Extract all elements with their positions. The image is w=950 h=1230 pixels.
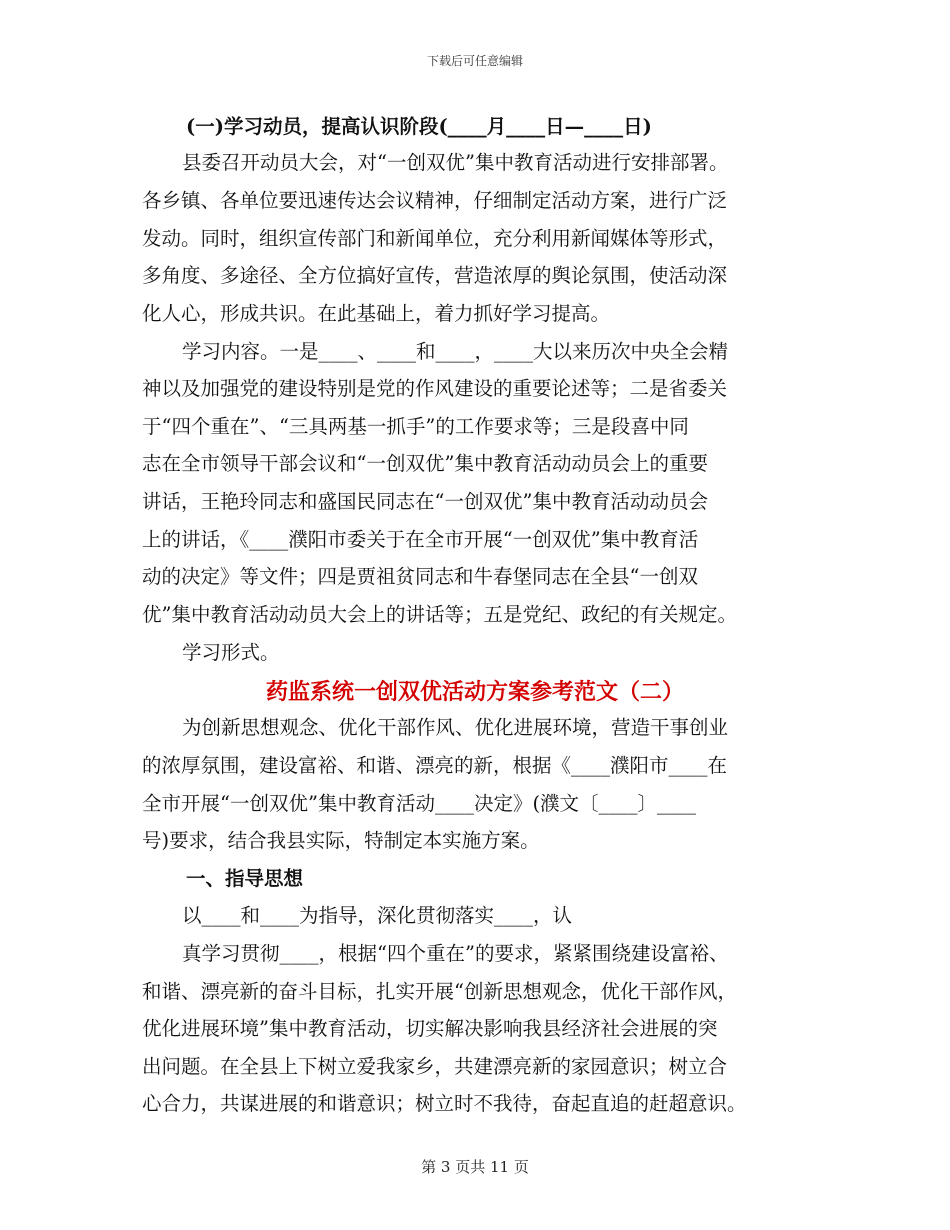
- paragraph-line: 学习内容。一是____、____和____，____大以来历次中央全会精: [182, 340, 729, 363]
- paragraph-line: 真学习贯彻____，根据“四个重在”的要求，紧紧围绕建设富裕、: [182, 942, 729, 965]
- paragraph-line: 多角度、多途径、全方位搞好宣传，营造浓厚的舆论氛围，使活动深: [142, 264, 728, 287]
- paragraph-line: 优化进展环境”集中教育活动，切实解决影响我县经济社会进展的突: [142, 1017, 718, 1040]
- paragraph-line: 上的讲话，《____濮阳市委关于在全市开展“一创双优”集中教育活: [142, 528, 699, 551]
- paragraph-line: 号)要求，结合我县实际，特制定本实施方案。: [142, 829, 540, 852]
- red-section-title: 药监系统一创双优活动方案参考范文（二）: [265, 679, 684, 705]
- paragraph-line: 和谐、漂亮新的奋斗目标，扎实开展“创新思想观念，优化干部作风，: [142, 980, 737, 1003]
- page-header: 下载后可任意编辑: [426, 54, 523, 68]
- paragraph-line: 出问题。在全县上下树立爱我家乡，共建漂亮新的家园意识；树立合: [142, 1055, 728, 1078]
- paragraph-line: 化人心，形成共识。在此基础上，着力抓好学习提高。: [142, 302, 611, 325]
- paragraph-line: 各乡镇、各单位要迅速传达会议精神，仔细制定活动方案，进行广泛: [142, 189, 728, 212]
- heading-guiding-ideology: 一、指导思想: [186, 867, 304, 890]
- paragraph-line: 优”集中教育活动动员大会上的讲话等；五是党纪、政纪的有关规定。: [142, 603, 737, 626]
- paragraph-line: 讲话，王艳玲同志和盛国民同志在“一创双优”集中教育活动动员会: [142, 490, 708, 513]
- paragraph-line: 以____和____为指导，深化贯彻落实____，认: [182, 904, 573, 927]
- paragraph-line: 全市开展“一创双优”集中教育活动____决定》(濮文〔____〕____: [142, 792, 697, 815]
- paragraph-line: 动的决定》等文件；四是贾祖贫同志和牛春堡同志在全县“一创双: [142, 565, 698, 588]
- paragraph-line: 为创新思想观念、优化干部作风、优化进展环境，营造干事创业: [182, 716, 729, 739]
- paragraph-line: 的浓厚氛围，建设富裕、和谐、漂亮的新，根据《____濮阳市____在: [142, 754, 728, 777]
- page-footer: 第 3 页共 11 页: [421, 1158, 529, 1176]
- paragraph-line: 志在全市领导干部会议和“一创双优”集中教育活动动员会上的重要: [142, 452, 708, 475]
- paragraph-line: 于“四个重在”、“三具两基一抓手”的工作要求等；三是段喜中同: [142, 415, 689, 438]
- section-title: (一)学习动员，提高认识阶段(____月____日—____日): [186, 115, 652, 138]
- paragraph-line: 神以及加强党的建设特别是党的作风建设的重要论述等；二是省委关: [142, 377, 728, 400]
- paragraph-line: 发动。同时，组织宣传部门和新闻单位，充分利用新闻媒体等形式，: [142, 227, 728, 250]
- paragraph-line: 学习形式。: [182, 641, 280, 664]
- paragraph-line: 心合力，共谋进展的和谐意识；树立时不我待，奋起直追的赶超意识。: [142, 1092, 747, 1115]
- paragraph-line: 县委召开动员大会，对“一创双优”集中教育活动进行安排部署。: [182, 151, 729, 174]
